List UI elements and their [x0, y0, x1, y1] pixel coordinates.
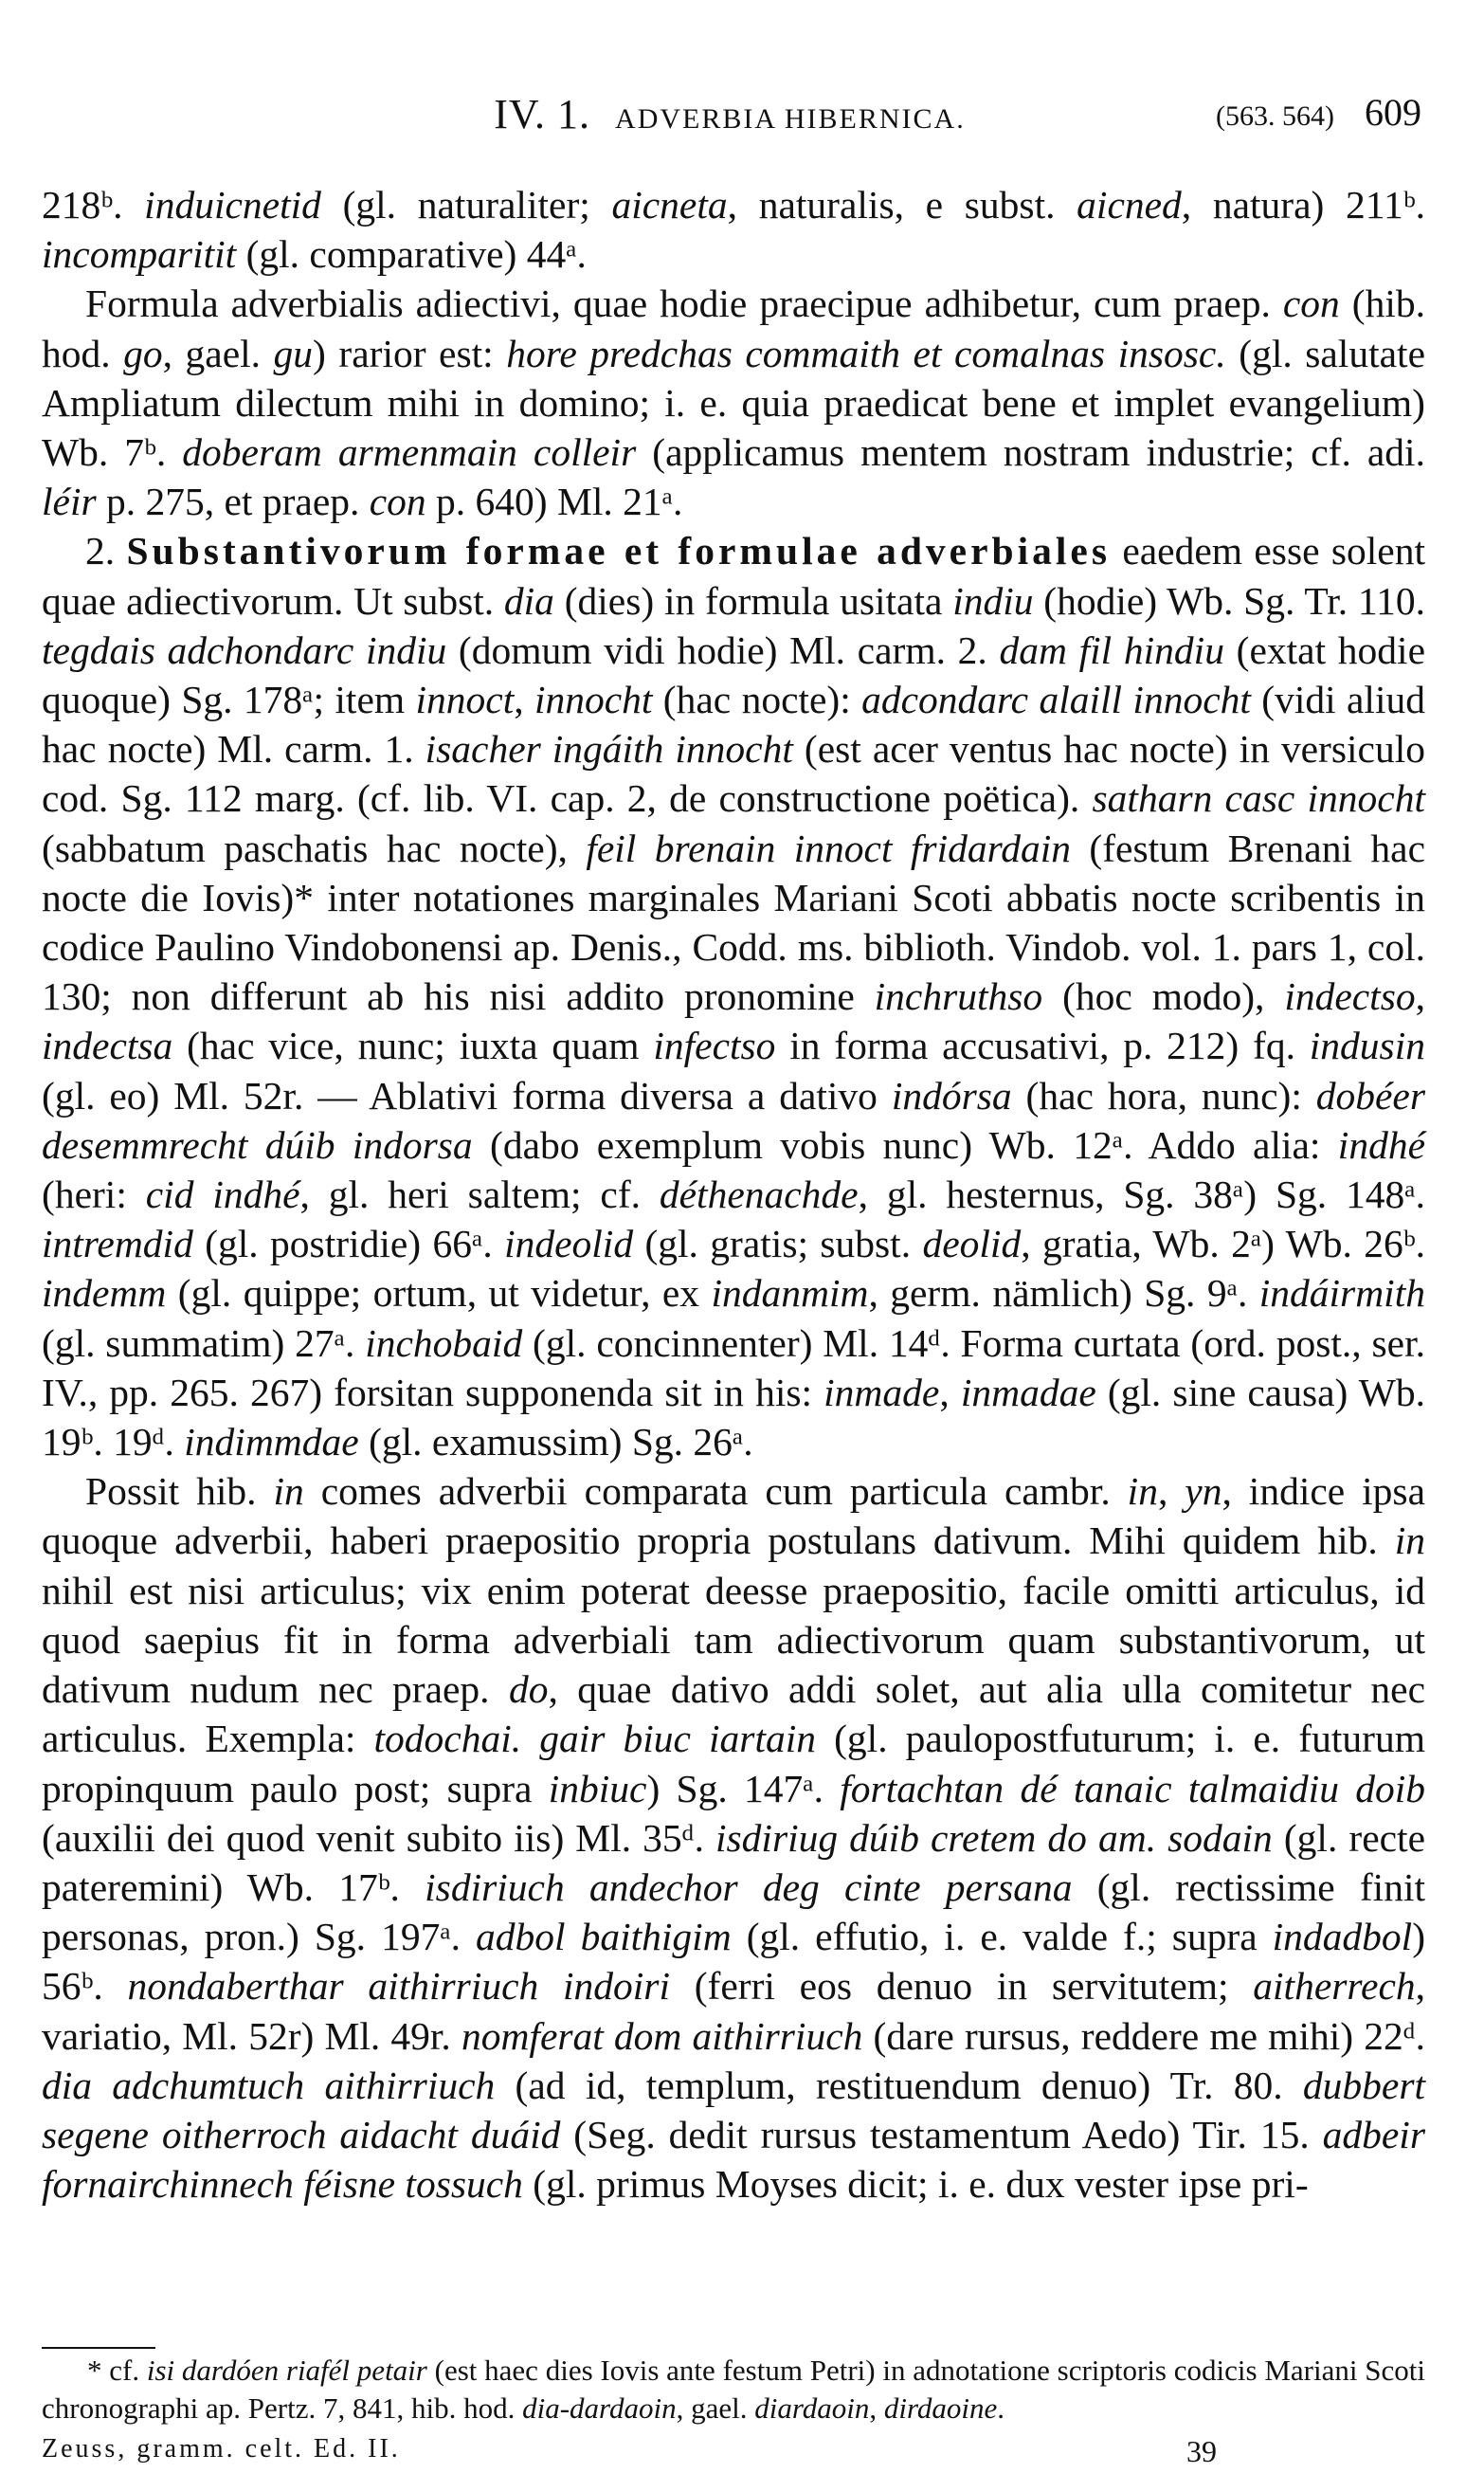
section-number: 1.: [557, 91, 591, 137]
footnote-text: * cf. isi dardóen riafél petair (est haec dies Iovis ante festum Petri) in adnotatione scriptoris codicis Mariani Scoti chronographi ap. Pertz. 7, 841, hib. hod. dia-dardaoin, gael. diardaoin, dirdaoine.: [42, 2354, 1425, 2425]
paragraph: Possit hib. in comes adverbii comparata cum particula cambr. in, yn, indice ipsa quoque adverbii, haberi praepositio propria postulans dativum. Mihi quidem hib. in nihil est nisi articulus; vix enim poterat deesse praepositio, facile omitti articulus, id quod saepius fit in forma adverbiali tam adiectivorum quam substantivorum, ut dativum nudum nec praep. do, quae dativo addi solet, aut alia ulla comitetur nec articulus. Exempla: todochai. gair biuc iartain (gl. paulopostfuturum; i. e. futurum propinquum paulo post; supra inbiuc) Sg. 147ᵃ. fortachtan dé tanaic talmaidiu doib (auxilii dei quod venit subito iis) Ml. 35ᵈ. isdiriug dúib cretem do am. sodain (gl. recte pateremini) Wb. 17ᵇ. isdiriuch andechor deg cinte persana (gl. rectissime finit personas, pron.) Sg. 197ᵃ. adbol baithigim (gl. effutio, i. e. valde f.; supra indadbol) 56ᵇ. nondaberthar aithirriuch indoiri (ferri eos denuo in servitutem; aitherrech, variatio, Ml. 52r) Ml. 49r. nomferat dom aithirriuch (dare rursus, reddere me mihi) 22ᵈ. dia adchumtuch aithirriuch (ad id, templum, restituendum denuo) Tr. 80. dubbert segene oitherroch aidacht duáid (Seg. dedit rursus testamentum Aedo) Tir. 15. adbeir fornairchinnech féisne tossuch (gl. primus Moyses dicit; i. e. dux vester ipse pri-: [42, 1469, 1426, 2207]
sheet-number: 39: [1186, 2434, 1217, 2468]
sheet-footer: [42, 2434, 1425, 2472]
header-title-group: [38, 90, 1421, 138]
page-number: 609: [1365, 91, 1421, 134]
footnote: [42, 2352, 1425, 2427]
header-right: [1216, 90, 1421, 135]
footnote-rule: [42, 2347, 155, 2349]
chapter-number: IV.: [494, 91, 547, 137]
paragraph: 2. Substantivorum formae et formulae adverbiales eaedem esse solent quae adiectivorum. Ut subst. dia (dies) in formula usitata indiu (hodie) Wb. Sg. Tr. 110. tegdais adchondarc indiu (domum vidi hodie) Ml. carm. 2. dam fil hindiu (extat hodie quoque) Sg. 178ᵃ; item innoct, innocht (hac nocte): adcondarc alaill innocht (vidi aliud hac nocte) Ml. carm. 1. isacher ingáith innocht (est acer ventus hac nocte) in versiculo cod. Sg. 112 marg. (cf. lib. VI. cap. 2, de constructione poëtica). satharn casc innocht (sabbatum paschatis hac nocte), feil brenain innoct fridardain (festum Brenani hac nocte die Iovis)* inter notationes marginales Mariani Scoti abbatis nocte scribentis in codice Paulino Vindobonensi ap. Denis., Codd. ms. biblioth. Vindob. vol. 1. pars 1, col. 130; non differunt ab his nisi addito pronomine inchruthso (hoc modo), indectso, indectsa (hac vice, nunc; iuxta quam infectso in forma accusativi, p. 212) fq. indusin (gl. eo) Ml. 52r. — Ablativi forma diversa a dativo indórsa (hac hora, nunc): dobéer desemmrecht dúib indorsa (dabo exemplum vobis nunc) Wb. 12ᵃ. Addo alia: indhé (heri: cid indhé, gl. heri saltem; cf. déthenachde, gl. hesternus, Sg. 38ᵃ) Sg. 148ᵃ. intremdid (gl. postridie) 66ᵃ. indeolid (gl. gratis; subst. deolid, gratia, Wb. 2ᵃ) Wb. 26ᵇ. indemm (gl. quippe; ortum, ut videtur, ex indanmim, germ. nämlich) Sg. 9ᵃ. indáirmith (gl. summatim) 27ᵃ. inchobaid (gl. concinnenter) Ml. 14ᵈ. Forma curtata (ord. post., ser. IV., pp. 265. 267) forsitan supponenda sit in his: inmade, inmadae (gl. sine causa) Wb. 19ᵇ. 19ᵈ. indimmdae (gl. examussim) Sg. 26ᵃ.: [42, 529, 1426, 1464]
paragraph: 218ᵇ. induicnetid (gl. naturaliter; aicneta, naturalis, e subst. aicned, natura) 211ᵇ. incomparitit (gl. comparative) 44ᵃ.: [42, 183, 1425, 277]
body-text: [42, 180, 1425, 2209]
paragraph: Formula adverbialis adiectivi, quae hodie praecipue adhibetur, cum praep. con (hib. hod. go, gael. gu) rarior est: hore predchas commaith et comalnas insosc. (gl. salutate Ampliatum dilectum mihi in domino; i. e. quia praedicat bene et implet evangelium) Wb. 7ᵇ. doberam armenmain colleir (applicamus mentem nostram industrie; cf. adi. léir p. 275, et praep. con p. 640) Ml. 21ᵃ.: [42, 282, 1426, 524]
section-title: ADVERBIA HIBERNICA.: [615, 103, 966, 135]
column-reference: (563. 564): [1216, 100, 1334, 132]
sheet-signature: Zeuss, gramm. celt. Ed. II.: [42, 2434, 401, 2464]
running-header: [38, 90, 1421, 156]
